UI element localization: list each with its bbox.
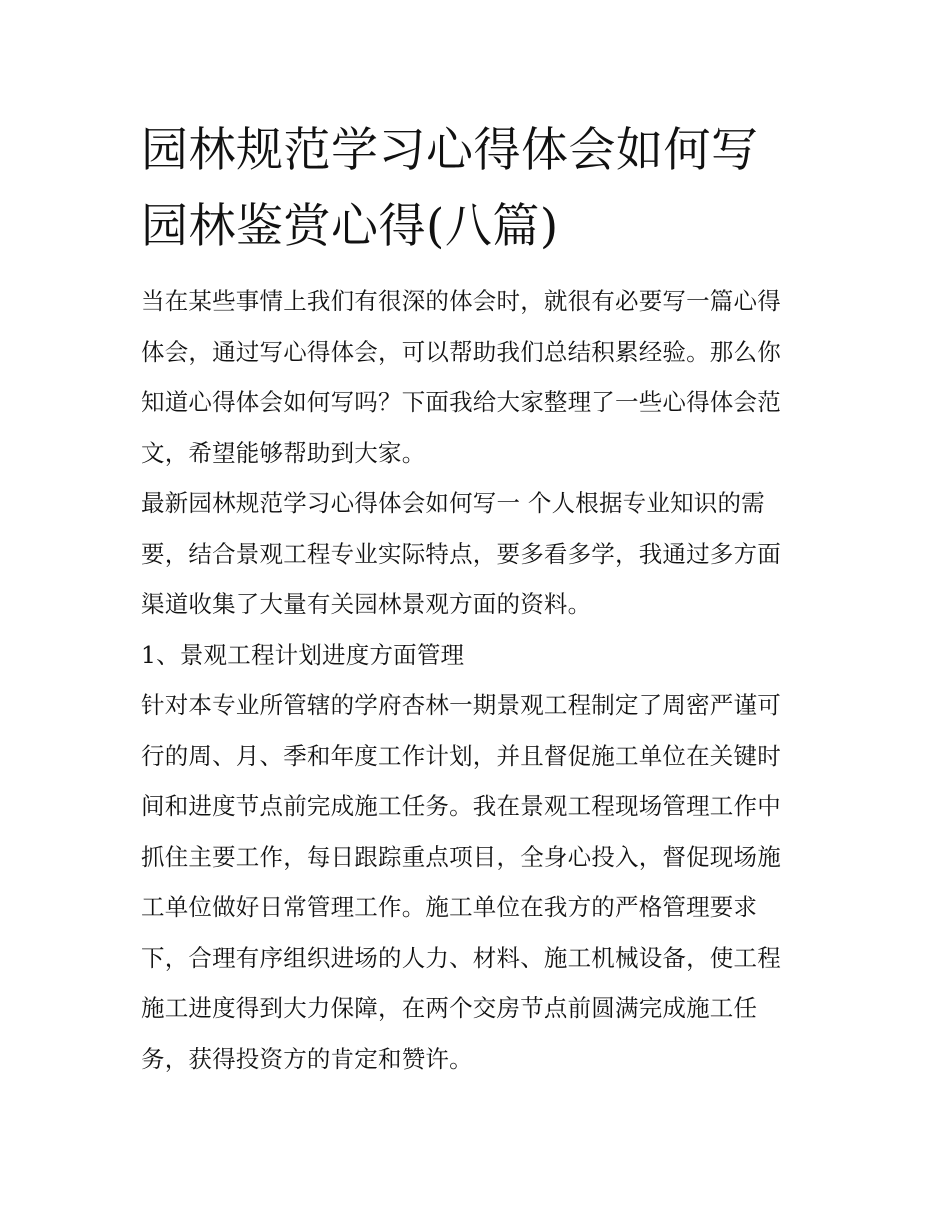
document-body — [141, 113, 813, 1084]
section-one-intro-paragraph: 最新园林规范学习心得体会如何写一 个人根据专业知识的需 要，结合景观工程专业实际特点，要多看多学，我通过多方面 渠道收集了大量有关园林景观方面的资料。 — [141, 489, 781, 618]
section-heading-schedule-management: 1、景观工程计划进度方面管理 — [141, 640, 465, 669]
document-title: 园林规范学习心得体会如何写 园林鉴赏心得(八篇) — [141, 123, 759, 254]
schedule-management-paragraph: 针对本专业所管辖的学府杏林一期景观工程制定了周密严谨可 行的周、月、季和年度工作计划，并且督促施工单位在关键时 间和进度节点前完成施工任务。我在景观工程现场管理工作中 抓住主要工作，每日跟踪重点项目，全身心投入，督促现场施 工单位做好日常管理工作。施工单位在我方的严格管理要求 下，合理有序组织进场的人力、材料、施工机械设备，使工程 施工进度得到大力保障，在两个交房节点前圆满完成施工任 务，获得投资方的肯定和赞许。 — [141, 691, 781, 1073]
intro-paragraph: 当在某些事情上我们有很深的体会时，就很有必要写一篇心得 体会，通过写心得体会，可以帮助我们总结积累经验。那么你 知道心得体会如何写吗？下面我给大家整理了一些心得体会范 文，希望能够帮助到大家。 — [141, 287, 781, 467]
